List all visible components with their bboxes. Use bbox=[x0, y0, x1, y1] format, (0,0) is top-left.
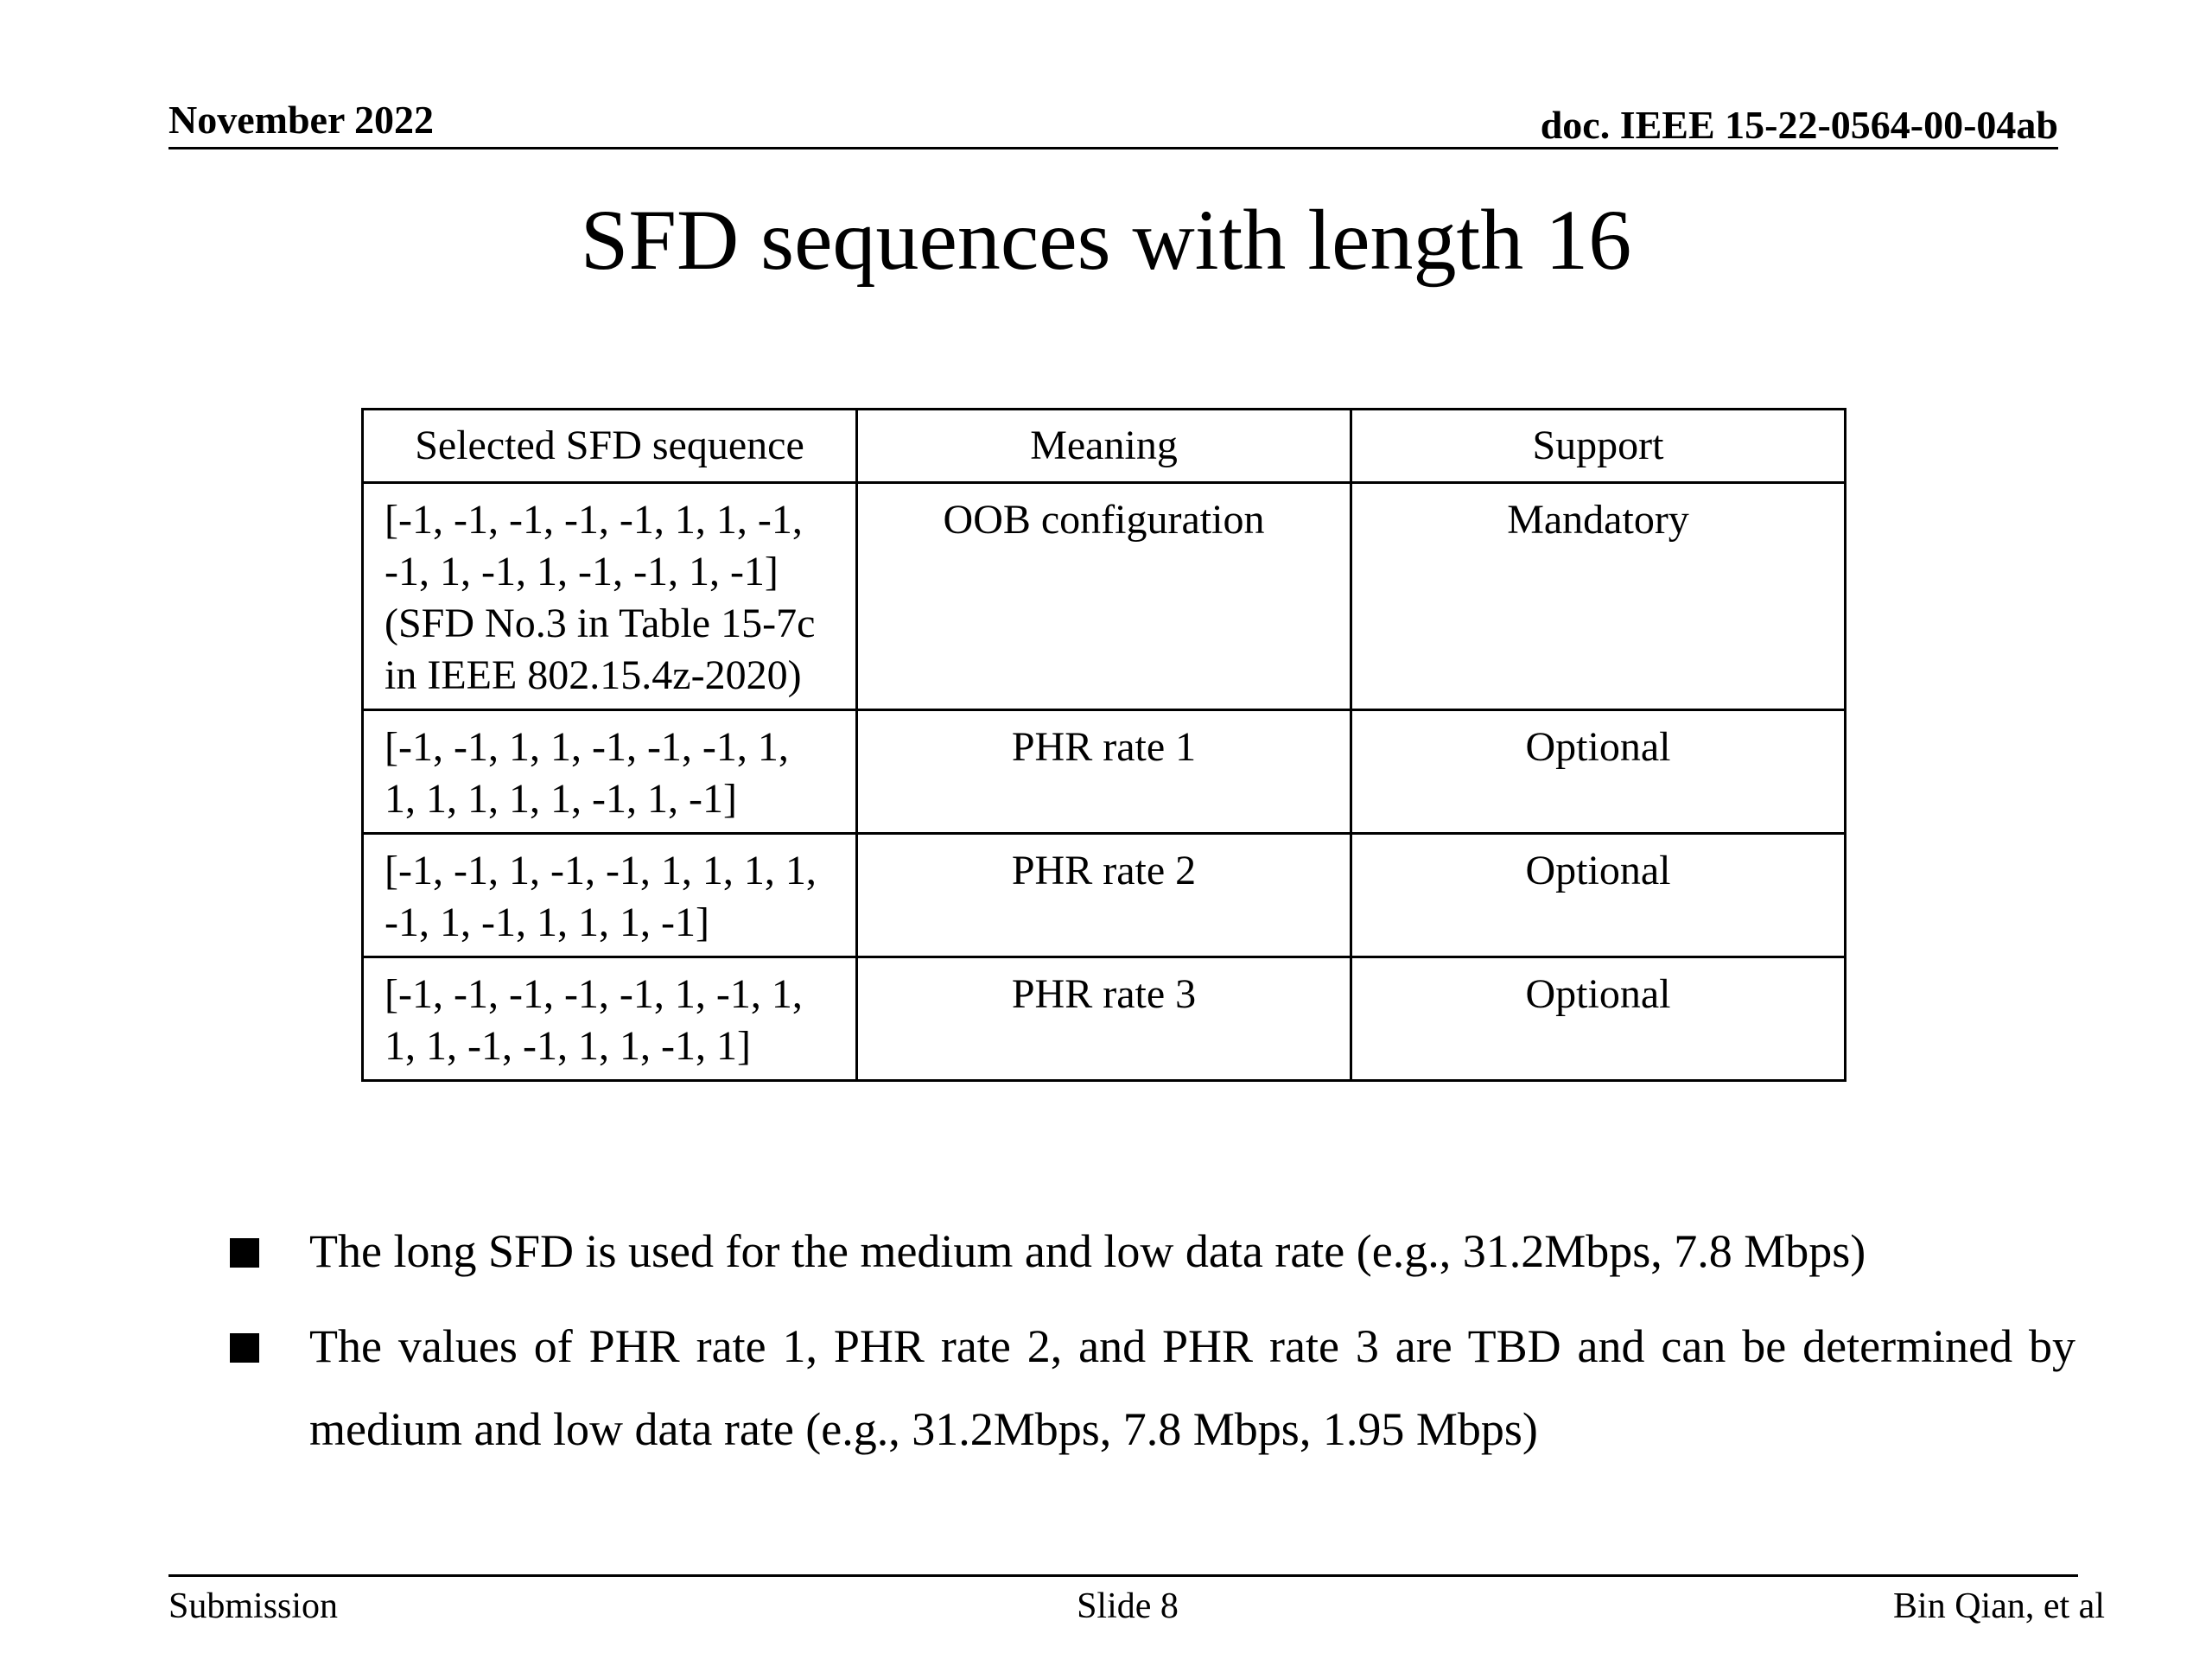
sequence-line: -1, 1, -1, 1, -1, -1, 1, -1] bbox=[385, 549, 779, 594]
support-cell: Optional bbox=[1351, 834, 1846, 957]
sequence-cell bbox=[363, 483, 857, 710]
bullet-text: The values of PHR rate 1, PHR rate 2, and PHR rate 3 are TBD and can be determined by medium and low data rate (e.g., 31.2Mbps, 7.8 Mbps, 1.95 Mbps) bbox=[309, 1320, 2075, 1455]
slide-title: SFD sequences with length 16 bbox=[580, 192, 1632, 288]
bullet-item bbox=[226, 1305, 2075, 1471]
sequence-cell bbox=[363, 957, 857, 1081]
table-row bbox=[363, 710, 1846, 834]
sequence-note: in IEEE 802.15.4z-2020) bbox=[385, 652, 802, 698]
sfd-table bbox=[361, 408, 1847, 1082]
bullet-item bbox=[226, 1210, 2075, 1293]
sequence-line: -1, 1, -1, 1, 1, 1, -1] bbox=[385, 899, 709, 945]
column-header-meaning: Meaning bbox=[857, 410, 1351, 483]
meaning-cell: PHR rate 2 bbox=[857, 834, 1351, 957]
header-doc-id: doc. IEEE 15-22-0564-00-04ab bbox=[1540, 103, 2058, 147]
sequence-line: [-1, -1, 1, -1, -1, 1, 1, 1, 1, bbox=[385, 848, 817, 893]
meaning-cell: PHR rate 1 bbox=[857, 710, 1351, 834]
sequence-line: [-1, -1, -1, -1, -1, 1, 1, -1, bbox=[385, 497, 803, 543]
header-divider bbox=[168, 147, 2058, 149]
column-header-support: Support bbox=[1351, 410, 1846, 483]
sequence-note: (SFD No.3 in Table 15-7c bbox=[385, 601, 816, 646]
square-bullet-icon bbox=[230, 1333, 259, 1363]
bullet-text: The long SFD is used for the medium and low data rate (e.g., 31.2Mbps, 7.8 Mbps) bbox=[309, 1225, 1866, 1277]
table-row bbox=[363, 957, 1846, 1081]
meaning-cell: OOB configuration bbox=[857, 483, 1351, 710]
meaning-cell: PHR rate 3 bbox=[857, 957, 1351, 1081]
bullet-list bbox=[226, 1210, 2075, 1483]
support-cell: Mandatory bbox=[1351, 483, 1846, 710]
column-header-sequence: Selected SFD sequence bbox=[363, 410, 857, 483]
header-date: November 2022 bbox=[168, 98, 435, 142]
footer-author: Bin Qian, et al bbox=[1893, 1586, 2105, 1626]
support-cell: Optional bbox=[1351, 710, 1846, 834]
sequence-line: [-1, -1, -1, -1, -1, 1, -1, 1, bbox=[385, 971, 803, 1017]
table-row bbox=[363, 483, 1846, 710]
sequence-cell bbox=[363, 834, 857, 957]
footer-divider bbox=[168, 1574, 2078, 1577]
sequence-cell bbox=[363, 710, 857, 834]
support-cell: Optional bbox=[1351, 957, 1846, 1081]
sequence-line: 1, 1, 1, 1, 1, -1, 1, -1] bbox=[385, 776, 737, 822]
footer-submission: Submission bbox=[168, 1586, 339, 1626]
square-bullet-icon bbox=[230, 1238, 259, 1268]
footer-slide-number: Slide 8 bbox=[1077, 1586, 1179, 1626]
table-row bbox=[363, 834, 1846, 957]
sequence-line: 1, 1, -1, -1, 1, 1, -1, 1] bbox=[385, 1023, 751, 1069]
table-header-row bbox=[363, 410, 1846, 483]
sequence-line: [-1, -1, 1, 1, -1, -1, -1, 1, bbox=[385, 724, 789, 770]
